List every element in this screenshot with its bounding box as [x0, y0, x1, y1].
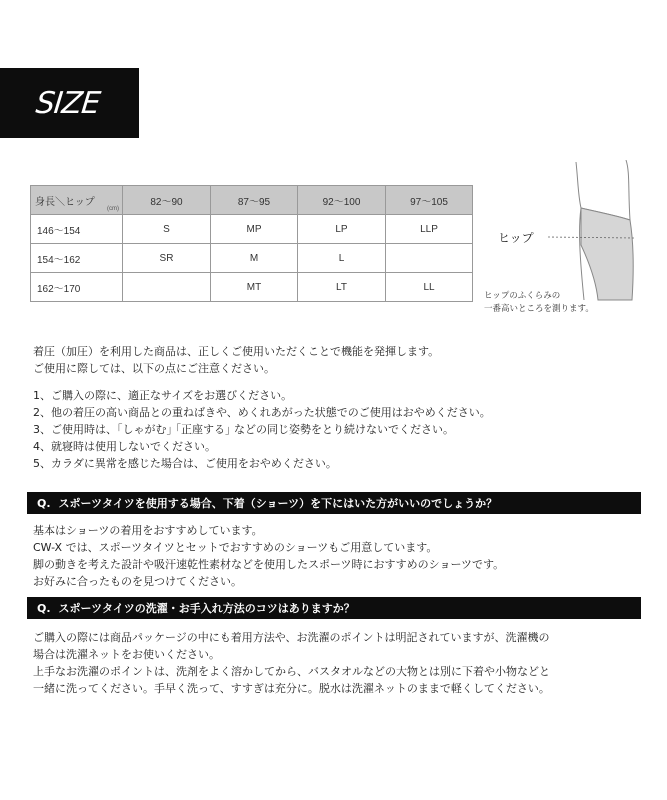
notes-item: 1、ご購入の際に、適正なサイズをお選びください。: [33, 389, 293, 402]
hip-shading: [581, 208, 633, 300]
faq-question-bar: [27, 492, 641, 514]
notes-item: 5、カラダに異常を感じた場合は、ご使用をおやめください。: [33, 457, 337, 470]
size-cell: [123, 273, 211, 302]
hip-note-line: ヒップのふくらみの: [484, 291, 561, 301]
size-cell: M: [211, 244, 298, 273]
hip-range-header: 97〜105: [386, 186, 473, 215]
usage-notes: [33, 343, 491, 472]
table-row: [31, 215, 473, 244]
notes-intro: 着圧（加圧）を利用した商品は、正しくご使用いただくことで機能を発揮します。: [33, 345, 440, 358]
hip-range-header: 92〜100: [298, 186, 386, 215]
notes-item: 2、他の着圧の高い商品との重ねばきや、めくれあがった状態でのご使用はおやめください。: [33, 406, 491, 419]
size-cell: LT: [298, 273, 386, 302]
table-row: [31, 244, 473, 273]
size-cell: MT: [211, 273, 298, 302]
hip-label: ヒップ: [498, 231, 534, 245]
size-cell: S: [123, 215, 211, 244]
unit-label: (cm): [107, 206, 119, 212]
hip-measure-note: [484, 290, 594, 316]
table-row: [31, 273, 473, 302]
size-cell: SR: [123, 244, 211, 273]
answer-line: 脚の動きを考えた設計や吸汗速乾性素材などを使用したスポーツ時におすすめのショーツです。: [33, 558, 505, 571]
answer-line: ご購入の際には商品パッケージの中にも着用方法や、お洗濯のポイントは明記されていますが、洗濯機の: [33, 631, 550, 644]
notes-item: 4、就寝時は使用しないでください。: [33, 440, 216, 453]
size-cell: LL: [386, 273, 473, 302]
notes-intro: ご使用に際しては、以下の点にご注意ください。: [33, 362, 275, 375]
height-range-cell: 146〜154: [31, 215, 123, 244]
size-title: SIZE: [34, 85, 102, 121]
size-cell: LP: [298, 215, 386, 244]
hip-range-header: 87〜95: [211, 186, 298, 215]
notes-item: 3、ご使用時は、｢しゃがむ｣ ｢正座する｣ などの同じ姿勢をとり続けないでください。: [33, 423, 454, 436]
answer-line: 基本はショーツの着用をおすすめしています。: [33, 524, 263, 537]
table-header-row: [31, 186, 473, 215]
question-prefix: Q.: [37, 496, 51, 510]
height-range-cell: 154〜162: [31, 244, 123, 273]
faq-answer: [33, 629, 550, 697]
question-text: スポーツタイツを使用する場合、下着（ショーツ）を下にはいた方がいいのでしょうか？: [58, 497, 498, 510]
question-text: スポーツタイツの洗濯・お手入れ方法のコツはありますか？: [58, 602, 355, 615]
faq-question-bar: [27, 597, 641, 619]
size-banner: [0, 68, 139, 138]
size-cell: L: [298, 244, 386, 273]
hip-range-header: 82〜90: [123, 186, 211, 215]
size-cell: [386, 244, 473, 273]
hip-note-line: 一番高いところを測ります。: [484, 304, 594, 314]
question-prefix: Q.: [37, 601, 51, 615]
answer-line: CW-X では、スポーツタイツとセットでおすすめのショーツもご用意しています。: [33, 541, 438, 554]
corner-header: [31, 186, 123, 215]
corner-label: 身長＼ヒップ: [35, 196, 95, 208]
answer-line: お好みに合ったものを見つけてください。: [33, 575, 242, 588]
answer-line: 上手なお洗濯のポイントは、洗剤をよく溶かしてから、バスタオルなどの大物とは別に下着や小物などと: [33, 665, 550, 678]
height-range-cell: 162〜170: [31, 273, 123, 302]
answer-line: 一緒に洗ってください。手早く洗って、すすぎは充分に。脱水は洗濯ネットのままで軽くしてください。: [33, 682, 550, 695]
faq-answer: [33, 522, 504, 590]
size-cell: MP: [211, 215, 298, 244]
answer-line: 場合は洗濯ネットをお使いください。: [33, 648, 220, 661]
size-cell: LLP: [386, 215, 473, 244]
size-table: [30, 185, 473, 302]
